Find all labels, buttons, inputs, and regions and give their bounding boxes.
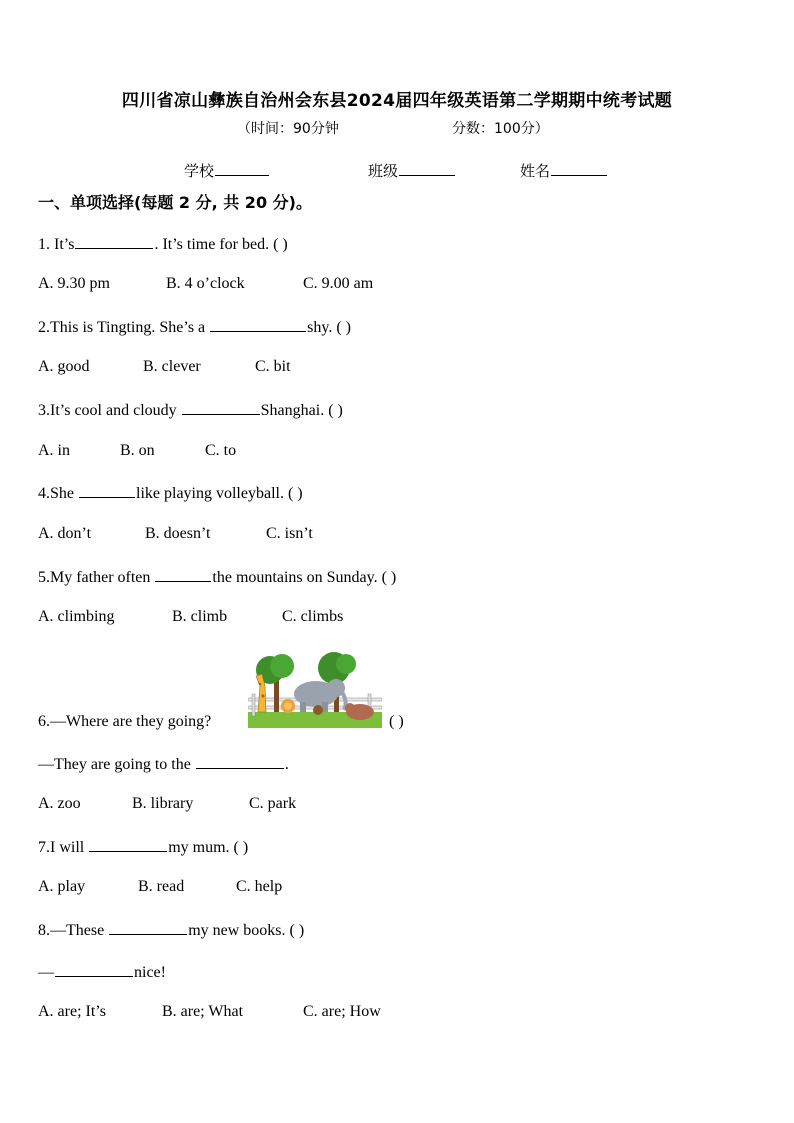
q8-answer-end: nice! [134,964,166,981]
q4-options [38,524,313,544]
q8-option-b[interactable]: B. are; What [162,1003,244,1020]
q8-options [38,1002,381,1022]
q5-option-a[interactable]: A. climbing [38,608,115,625]
name-field [520,160,608,181]
q2-text: 2.This is Tingting. She’s a [38,319,206,336]
q3-options [38,441,236,461]
q6-option-a[interactable]: A. zoo [38,795,81,812]
q6-answer [38,753,289,775]
q1-option-b[interactable]: B. 4 o’clock [166,275,245,292]
q6-blank[interactable] [196,753,284,769]
q1-text: 1. It’s [38,236,75,253]
question-6 [38,712,211,732]
class-field [368,160,456,181]
q8-option-a[interactable]: A. are; It’s [38,1003,106,1020]
exam-title: 四川省凉山彝族自治州会东县2024届四年级英语第二学期期中统考试题 [121,91,673,111]
q8-text-end: my new books. ( ) [188,922,305,939]
q4-option-a[interactable]: A. don’t [38,525,92,542]
q2-option-b[interactable]: B. clever [143,358,201,375]
zoo-animals-image [248,650,382,730]
q2-options [38,357,291,377]
school-blank[interactable] [215,160,269,176]
question-8 [38,919,304,941]
q7-text: 7.I will [38,839,85,856]
q3-option-a[interactable]: A. in [38,442,70,459]
q2-blank[interactable] [210,316,306,332]
q1-options [38,274,373,294]
q7-option-b[interactable]: B. read [138,878,185,895]
school-field [184,160,270,181]
q3-blank[interactable] [182,399,260,415]
exam-score: 分数：100分） [452,121,549,137]
q5-blank[interactable] [155,566,211,582]
question-7 [38,836,248,858]
question-3 [38,399,343,421]
school-label: 学校 [184,162,215,180]
q8-answer-dash: — [38,964,54,981]
q1-blank[interactable] [75,233,153,249]
q1-option-a[interactable]: A. 9.30 pm [38,275,110,292]
q7-options [38,877,282,897]
q4-option-c[interactable]: C. isn’t [266,525,313,542]
q6-options [38,794,296,814]
class-blank[interactable] [399,160,455,176]
section-title: 一、单项选择(每题 2 分, 共 20 分)。 [38,193,312,212]
q5-options [38,607,343,627]
q7-option-a[interactable]: A. play [38,878,86,895]
q3-text-end: Shanghai. ( ) [260,402,343,419]
q8-option-c[interactable]: C. are; How [303,1003,381,1020]
q6-paren: ( ) [389,713,404,730]
q6-answer-end: . [284,756,289,773]
q2-option-a[interactable]: A. good [38,358,90,375]
q6-answer-text: —They are going to the [38,756,191,773]
q5-option-c[interactable]: C. climbs [282,608,344,625]
q8-answer [38,961,166,983]
q4-text-end: like playing volleyball. ( ) [136,485,303,502]
q6-text: 6.—Where are they going? [38,713,212,730]
q7-option-c[interactable]: C. help [236,878,283,895]
question-2 [38,316,351,338]
question-1 [38,233,288,255]
q6-option-b[interactable]: B. library [132,795,194,812]
q2-option-c[interactable]: C. bit [255,358,291,375]
q5-text: 5.My father often [38,569,151,586]
q1-option-c[interactable]: C. 9.00 am [303,275,374,292]
q7-blank[interactable] [89,836,167,852]
q8-blank-1[interactable] [109,919,187,935]
question-5 [38,566,396,588]
name-blank[interactable] [551,160,607,176]
q4-text: 4.She [38,485,74,502]
q3-text: 3.It’s cool and cloudy [38,402,177,419]
exam-time: （时间：90分钟 [237,121,339,137]
q4-option-b[interactable]: B. doesn’t [145,525,211,542]
question-4 [38,482,303,504]
q5-text-end: the mountains on Sunday. ( ) [212,569,397,586]
name-label: 姓名 [520,162,551,180]
q8-blank-2[interactable] [55,961,133,977]
q7-text-end: my mum. ( ) [168,839,249,856]
q3-option-c[interactable]: C. to [205,442,237,459]
q4-blank[interactable] [79,482,135,498]
q5-option-b[interactable]: B. climb [172,608,228,625]
class-label: 班级 [368,162,399,180]
q8-text: 8.—These [38,922,105,939]
q2-text-end: shy. ( ) [307,319,351,336]
q1-text-end: . It’s time for bed. ( ) [154,236,288,253]
q6-option-c[interactable]: C. park [249,795,297,812]
q3-option-b[interactable]: B. on [120,442,155,459]
